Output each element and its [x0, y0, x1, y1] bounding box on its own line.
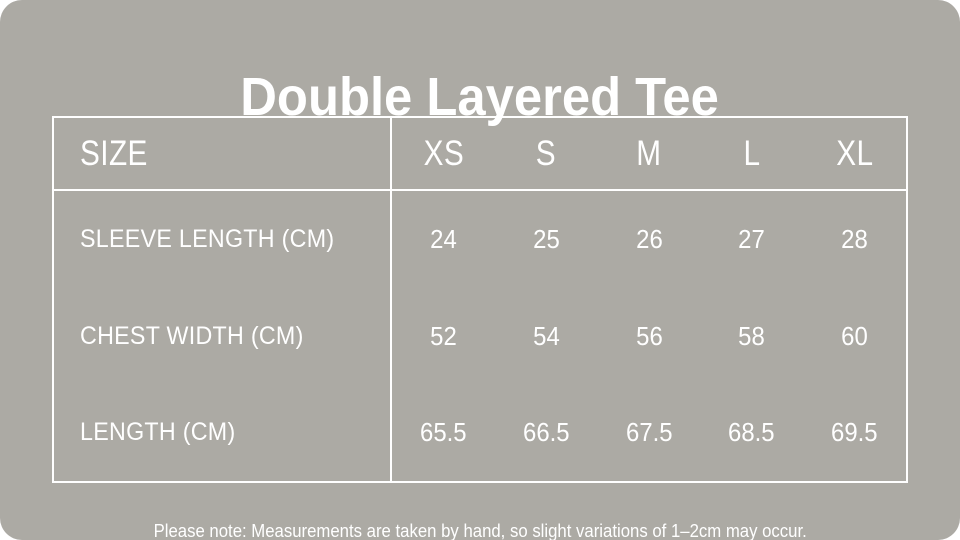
table-row-length	[54, 384, 906, 481]
cell-sleeve-length-s: 25	[532, 223, 560, 254]
cell-chest-width-l: 58	[738, 320, 766, 351]
cell-chest-width-m: 56	[635, 320, 663, 351]
cell-sleeve-length-xl: 28	[841, 223, 868, 254]
column-header-s: S	[536, 133, 557, 173]
column-header-m: M	[636, 133, 662, 173]
size-chart-table	[52, 116, 908, 483]
column-header-xs: XS	[423, 133, 464, 173]
cell-length-m: 67.5	[625, 417, 673, 448]
table-row-sleeve-length	[54, 191, 906, 288]
page-title-text: Double Layered Tee	[240, 67, 720, 128]
cell-sleeve-length-l: 27	[738, 223, 766, 254]
cell-length-xl: 69.5	[831, 417, 878, 448]
row-label-sleeve-length: SLEEVE LENGTH (CM)	[54, 191, 392, 288]
cell-chest-width-xs: 52	[430, 320, 457, 351]
cell-length-s: 66.5	[522, 417, 570, 448]
cell-length-xs: 65.5	[420, 417, 467, 448]
cell-sleeve-length-m: 26	[635, 223, 663, 254]
cell-sleeve-length-xs: 24	[430, 223, 457, 254]
table-row-chest-width	[54, 288, 906, 385]
cell-chest-width-xl: 60	[841, 320, 868, 351]
cell-chest-width-s: 54	[532, 320, 560, 351]
measurement-note	[0, 521, 960, 540]
column-header-xl: XL	[835, 133, 874, 173]
column-header-size: SIZE	[54, 118, 392, 189]
measurement-note-text: Please note: Measurements are taken by hand, so slight variations of 1–2cm may occur.	[153, 521, 807, 540]
table-header-row	[54, 118, 906, 191]
cell-length-l: 68.5	[728, 417, 776, 448]
column-header-l: L	[743, 133, 761, 173]
row-label-chest-width: CHEST WIDTH (CM)	[54, 288, 392, 385]
row-label-length: LENGTH (CM)	[54, 384, 392, 481]
